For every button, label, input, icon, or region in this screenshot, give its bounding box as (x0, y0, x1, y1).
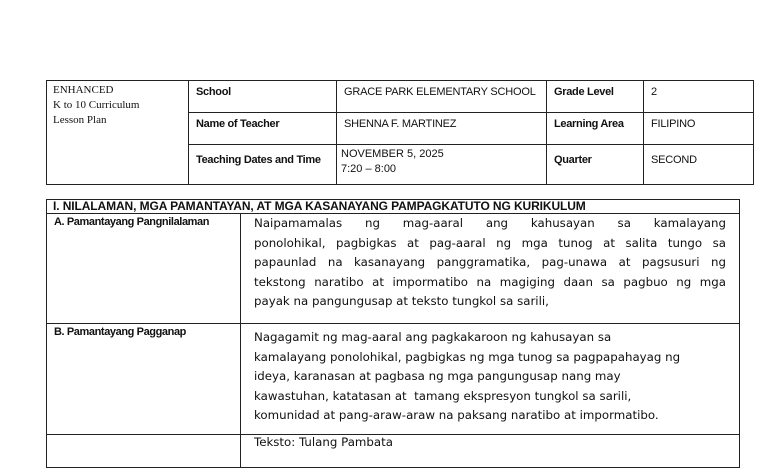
performance-standard-text (241, 324, 740, 435)
text-line: kamalayang ponolohikal, pagbigkas ng mga tunog sa pagpapahayag ng (254, 349, 681, 364)
teaching-date: NOVEMBER 5, 2025 (341, 148, 444, 160)
teacher-label: Name of Teacher (189, 113, 337, 145)
text-type-cell (241, 435, 740, 468)
teaching-time: 7:20 – 8:00 (341, 163, 397, 175)
quarter-label: Quarter (547, 145, 644, 185)
content-standard-text (241, 214, 740, 324)
teaching-dates-value (337, 145, 547, 185)
school-value: GRACE PARK ELEMENTARY SCHOOL (337, 81, 547, 113)
quarter-value: SECOND (644, 145, 754, 185)
text-line: Naipamamalas ng mag-aaral ang kahusayan sa kamalayang (254, 216, 727, 230)
text-line: tekstong naratibo at impormatibo na magiging daan sa pagbuo ng mga (254, 274, 727, 289)
grade-level-value: 2 (644, 81, 754, 113)
next-row-label (47, 435, 241, 468)
text-line: payak na pangungusap at teksto tungkol sa sarili, (254, 294, 549, 308)
plan-title-line: K to 10 Curriculum (53, 99, 140, 111)
text-line: Nagagamit ng mag-aaral ang pagkakaroon ng kahusayan sa (254, 330, 612, 344)
learning-area-value: FILIPINO (644, 113, 754, 145)
school-label: School (189, 81, 337, 113)
performance-standard-label: B. Pamantayang Pagganap (47, 324, 241, 435)
plan-title-line: Lesson Plan (53, 114, 107, 126)
plan-title (47, 81, 189, 185)
grade-level-label: Grade Level (547, 81, 644, 113)
section-title: I. NILALAMAN, MGA PAMANTAYAN, AT MGA KASANAYANG PAMPAGKATUTO NG KURIKULUM (47, 200, 740, 214)
text-line: ideya, karanasan at pagbasa ng mga pangungusap nang may (254, 369, 621, 383)
lesson-plan-header-table (46, 80, 754, 185)
text-line: Teksto: Tulang Pambata (254, 435, 393, 449)
text-line: ponolohikal, pagbigkas at pag-aaral ng mga tunog at salita tungo sa (254, 235, 727, 250)
text-line: komunidad at pang-araw-araw na paksang naratibo at impormatibo. (254, 408, 659, 422)
plan-title-line: ENHANCED (53, 84, 114, 96)
curriculum-standards-table (46, 199, 740, 468)
teaching-dates-label: Teaching Dates and Time (189, 145, 337, 185)
content-standard-label: A. Pamantayang Pangnilalaman (47, 214, 241, 324)
text-line: papaunlad na kasanayang panggramatika, pag-unawa at pagsusuri ng (254, 255, 727, 269)
text-line: kawastuhan, katatasan at tamang ekspresyon tungkol sa sarili, (254, 388, 632, 403)
learning-area-label: Learning Area (547, 113, 644, 145)
teacher-value: SHENNA F. MARTINEZ (337, 113, 547, 145)
